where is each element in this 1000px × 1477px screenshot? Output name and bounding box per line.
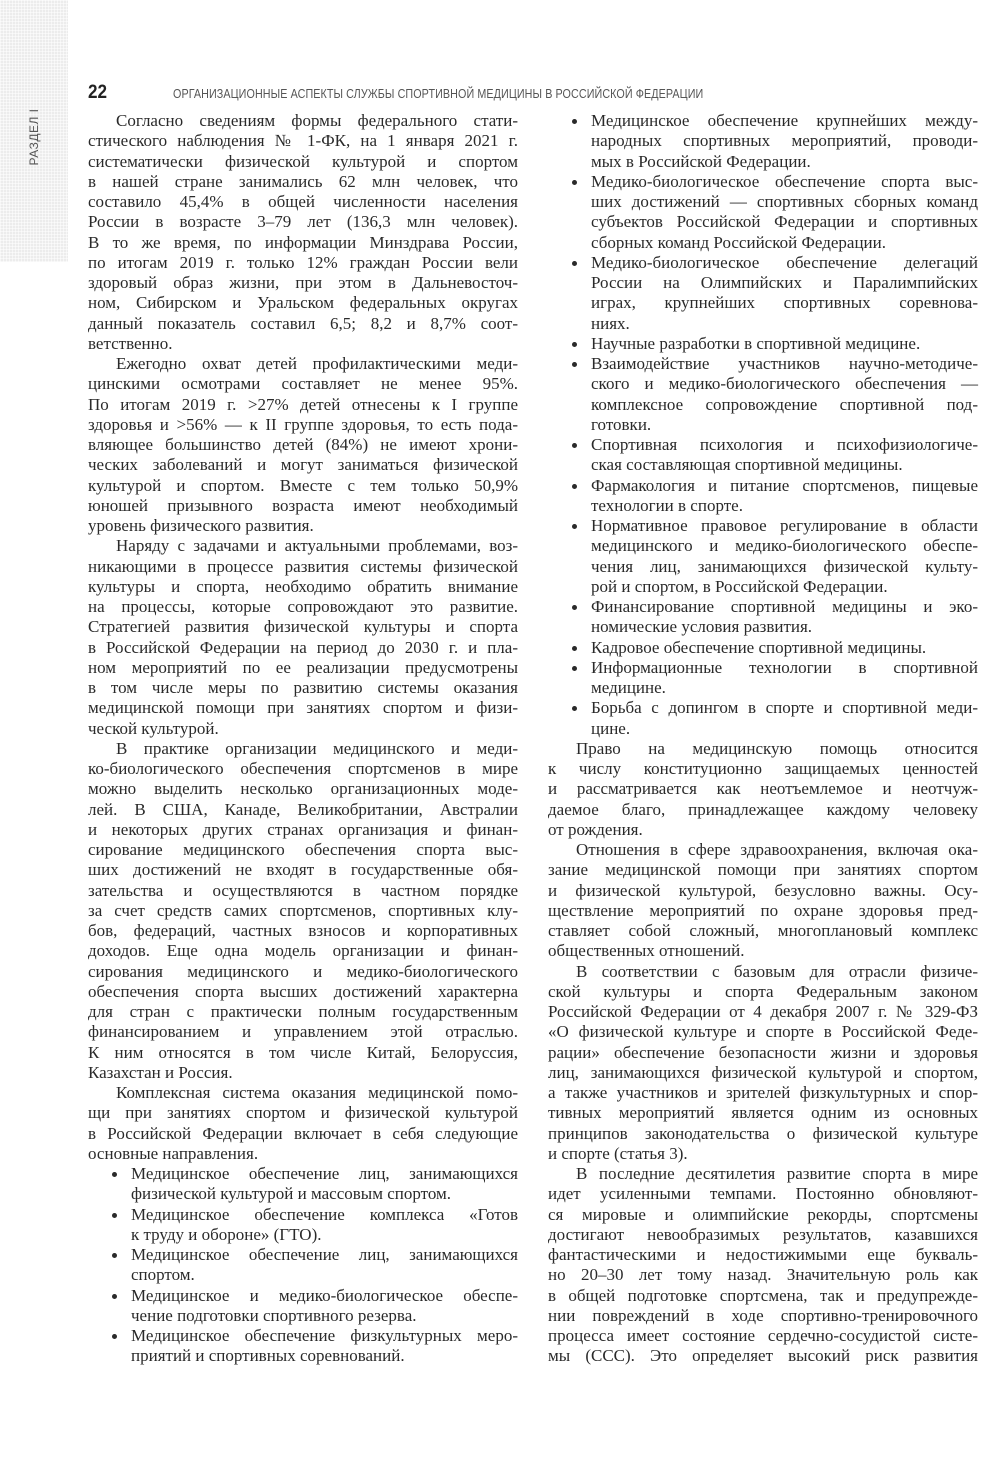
paragraph: [548, 962, 978, 1165]
line-text: ших достижений не входят в государственные обя-: [88, 860, 518, 880]
text-line: [88, 820, 518, 840]
line-text: Право на медицинскую помощь относится: [576, 738, 978, 758]
line-text: Стратегией развития физической культуры и спорта: [88, 617, 518, 637]
text-line: [88, 779, 518, 799]
text-line: [88, 314, 518, 334]
line-text: составило 45,4% в общей численности населения: [88, 192, 518, 211]
bullet-dot-icon: [572, 180, 577, 185]
bullet-item: [548, 597, 978, 638]
line-text: Комплексная система оказания медицинской помо-: [116, 1083, 518, 1102]
text-line: [548, 496, 978, 516]
text-line: [88, 111, 518, 131]
bullet-dot-icon: [572, 261, 577, 266]
text-line: [88, 1225, 518, 1245]
line-text: Медико-биологическое обеспечение делегаций: [591, 252, 978, 272]
bullet-item: [548, 698, 978, 739]
text-line: [548, 901, 978, 921]
text-line: [88, 374, 518, 394]
text-line: [548, 374, 978, 394]
text-line: [88, 253, 518, 273]
line-text: Ежегодно охват детей профилактическими меди-: [116, 354, 518, 373]
bullet-item: [548, 476, 978, 517]
line-text: для стран с практически полным государственным: [88, 1002, 518, 1021]
line-text: в Российской Федерации включает в себя следующие: [88, 1123, 518, 1143]
text-line: [548, 314, 978, 334]
line-text: здоровый образ жизни, при этом в Дальневосточ-: [88, 273, 518, 292]
paragraph: [88, 111, 518, 354]
line-text: в нашей стране занимались 62 млн человек, что: [88, 171, 518, 191]
line-text: Медицинское обеспечение лиц, занимающихся: [131, 1245, 518, 1264]
text-line: [88, 881, 518, 901]
line-text: в том числе меры по развитию системы оказания: [88, 678, 518, 697]
text-line: [548, 577, 978, 597]
line-text: Согласно сведениям формы федерального стати-: [116, 111, 518, 130]
text-line: [548, 435, 978, 455]
text-line: [88, 1022, 518, 1042]
text-line: [548, 1144, 978, 1164]
text-line: [548, 678, 978, 698]
text-line: [88, 1164, 518, 1184]
paragraph: [88, 739, 518, 1083]
text-line: [88, 941, 518, 961]
text-line: [548, 334, 978, 354]
bullet-dot-icon: [572, 524, 577, 529]
line-text: приятий и спортивных соревнований.: [131, 1346, 405, 1366]
line-text: России в возрасте 3–79 лет (136,3 млн человек).: [88, 212, 518, 232]
text-line: [88, 921, 518, 941]
bullet-item: [88, 1164, 518, 1205]
text-line: [548, 233, 978, 253]
paragraph: [88, 536, 518, 739]
line-text: В практике организации медицинского и меди-: [116, 738, 518, 758]
text-line: [548, 1043, 978, 1063]
text-line: [548, 739, 978, 759]
line-text: рой и спортом, в Российской Федерации.: [591, 576, 888, 596]
text-line: [88, 233, 518, 253]
bullet-dot-icon: [572, 706, 577, 711]
line-text: Финансирование спортивной медицины и эко-: [591, 597, 978, 616]
line-text: ческих заболеваний и могут заниматься физической: [88, 455, 518, 475]
line-text: фантастическими и недостижимыми еще букваль-: [548, 1245, 978, 1264]
line-text: сирования медицинского и медико-биологического: [88, 961, 518, 981]
line-text: Нормативное правовое регулирование в области: [591, 516, 978, 535]
text-line: [548, 253, 978, 273]
text-line: [548, 131, 978, 151]
bullet-item: [548, 435, 978, 476]
text-line: [548, 617, 978, 637]
line-text: народных спортивных мероприятий, проводи-: [591, 131, 978, 151]
line-text: медицинского и медико-биологического обеспе-: [591, 536, 978, 556]
line-text: данный показатель составил 6,5; 8,2 и 8,7% соот-: [88, 313, 518, 333]
bullet-dot-icon: [572, 342, 577, 347]
text-line: [88, 962, 518, 982]
text-line: [548, 395, 978, 415]
line-text: сирование медицинского обеспечения спорта выс-: [88, 840, 518, 859]
line-text: ниях.: [591, 313, 630, 333]
text-line: [88, 739, 518, 759]
line-text: субъектов Российской Федерации и спортивных: [591, 212, 978, 232]
bullet-item: [548, 516, 978, 597]
text-line: [548, 638, 978, 658]
line-text: Наряду с задачами и актуальными проблемами, воз-: [116, 536, 518, 556]
line-text: ном, Сибирском и Уральском федеральных округах: [88, 293, 518, 313]
text-line: [88, 354, 518, 374]
paragraph: [88, 354, 518, 536]
line-text: чения лиц, занимающихся физической культу-: [591, 556, 978, 576]
line-text: никающими в процессе развития системы физической: [88, 556, 518, 576]
line-text: культурой и спортом. Вместе с тем только 50,9%: [88, 475, 518, 495]
bullet-item: [88, 1326, 518, 1367]
line-text: процесса имеет состояние сердечно-сосудистой систе-: [548, 1326, 978, 1345]
line-text: юношей призывного возраста имеют необходимый: [88, 495, 518, 515]
line-text: систематически физической культурой и спортом: [88, 151, 518, 171]
text-line: [548, 516, 978, 536]
line-text: лей. В США, Канаде, Великобритании, Австралии: [88, 799, 518, 819]
text-line: [88, 455, 518, 475]
text-line: [88, 1103, 518, 1123]
text-line: [88, 1346, 518, 1366]
line-text: можно выделить несколько организационных моде-: [88, 779, 518, 799]
text-line: [88, 192, 518, 212]
bullet-item: [88, 1245, 518, 1286]
line-text: Спортивная психология и психофизиологиче-: [591, 435, 978, 454]
text-line: [88, 293, 518, 313]
text-line: [88, 658, 518, 678]
text-line: [88, 172, 518, 192]
line-text: мых в Российской Федерации.: [591, 151, 811, 171]
bullet-dot-icon: [112, 1334, 117, 1339]
paragraph: [548, 840, 978, 962]
text-line: [88, 212, 518, 232]
text-line: [548, 1225, 978, 1245]
line-text: в Российской Федерации на период до 2030 г. и пла-: [88, 637, 518, 657]
text-line: [88, 1002, 518, 1022]
text-line: [548, 455, 978, 475]
text-line: [548, 820, 978, 840]
line-text: Медицинское обеспечение лиц, занимающихся: [131, 1164, 518, 1183]
line-text: номические условия развития.: [591, 617, 813, 637]
line-text: зательства и осуществляются в частном порядке: [88, 880, 518, 900]
line-text: ших достижений — спортивных сборных команд: [591, 192, 978, 211]
line-text: В соответствии с базовым для отрасли физиче-: [576, 961, 978, 981]
line-text: ческой культурой.: [88, 718, 219, 738]
line-text: лиц, занимающихся физической культурой и спортом,: [548, 1062, 978, 1082]
bullet-item: [548, 354, 978, 435]
bullet-item: [548, 111, 978, 172]
line-text: но 20–30 лет тому назад. Значительную роль как: [548, 1265, 978, 1285]
line-text: Взаимодействие участников научно-методиче-: [591, 354, 978, 373]
page-number: 22: [88, 82, 108, 103]
bullet-dot-icon: [572, 362, 577, 367]
text-line: [88, 1124, 518, 1144]
text-line: [548, 152, 978, 172]
text-line: [88, 1265, 518, 1285]
right-column: [548, 111, 978, 1367]
text-line: [88, 1063, 518, 1083]
text-line: [88, 901, 518, 921]
line-text: В то же время, по информации Минздрава России,: [88, 232, 518, 252]
text-line: [548, 840, 978, 860]
text-line: [88, 1043, 518, 1063]
bullet-dot-icon: [572, 666, 577, 671]
line-text: доходов. Еще одна модель организации и финан-: [88, 941, 518, 961]
line-text: ской культуры и спорта Федеральным законом: [548, 981, 978, 1001]
line-text: России на Олимпийских и Паралимпийских: [591, 273, 978, 292]
bullet-item: [88, 1205, 518, 1246]
line-text: нии повреждений в ходе спортивно-тренировочного: [548, 1305, 978, 1325]
line-text: цине.: [591, 718, 631, 738]
bullet-dot-icon: [112, 1172, 117, 1177]
text-line: [548, 476, 978, 496]
line-text: ветственно.: [88, 333, 173, 353]
line-text: и спорте (статья 3).: [548, 1143, 688, 1163]
line-text: на процессы, которые сопровождают это развитие.: [88, 597, 518, 616]
line-text: бов, федераций, частных взносов и корпоративных: [88, 921, 518, 940]
text-line: [548, 536, 978, 556]
bullet-item: [548, 253, 978, 334]
line-text: По итогам 2019 г. >27% детей отнесены к I группе: [88, 394, 518, 414]
bullet-dot-icon: [112, 1294, 117, 1299]
line-text: ном мероприятий по ее реализации предусмотрены: [88, 657, 518, 677]
text-line: [548, 1346, 978, 1366]
text-line: [548, 921, 978, 941]
text-line: [88, 334, 518, 354]
line-text: В последние десятилетия развитие спорта в мире: [576, 1164, 978, 1183]
text-line: [548, 1326, 978, 1346]
text-line: [548, 557, 978, 577]
text-line: [548, 860, 978, 880]
text-line: [548, 293, 978, 313]
text-line: [88, 476, 518, 496]
line-text: щи при занятиях спортом и физической культурой: [88, 1103, 518, 1123]
text-line: [88, 638, 518, 658]
line-text: обеспечения спорта высших достижений характерна: [88, 981, 518, 1001]
bullet-dot-icon: [572, 443, 577, 448]
line-text: ская составляющая спортивной медицины.: [591, 455, 903, 475]
line-text: зание медицинской помощи при занятиях спортом: [548, 860, 978, 880]
text-line: [88, 435, 518, 455]
text-line: [548, 1265, 978, 1285]
text-line: [88, 273, 518, 293]
bullet-item: [548, 638, 978, 658]
line-text: здоровья и >56% — к II группе здоровья, то есть пода-: [88, 414, 518, 434]
line-text: и физической культурой, безусловно важны. Осу-: [548, 880, 978, 900]
text-line: [88, 395, 518, 415]
line-text: Медико-биологическое обеспечение спорта выс-: [591, 171, 978, 191]
text-line: [548, 1002, 978, 1022]
text-line: [88, 617, 518, 637]
line-text: тивных мероприятий является одним из основных: [548, 1103, 978, 1123]
text-line: [88, 759, 518, 779]
text-line: [548, 1184, 978, 1204]
line-text: Медицинское обеспечение крупнейших между-: [591, 111, 978, 130]
line-text: мы (ССС). Это определяет высокий риск развития: [548, 1346, 978, 1366]
line-text: и некоторых других странах организация и финан-: [88, 819, 518, 839]
line-text: физической культурой и массовым спортом.: [131, 1184, 452, 1204]
line-text: Фармакология и питание спортсменов, пищевые: [591, 475, 978, 495]
line-text: финансированием и управлением этой отраслью.: [88, 1022, 518, 1042]
text-line: [88, 719, 518, 739]
line-text: К ним относятся в том числе Китай, Белоруссия,: [88, 1042, 518, 1062]
line-text: технологии в спорте.: [591, 495, 743, 515]
text-line: [548, 982, 978, 1002]
line-text: играх, крупнейших спортивных соревнова-: [591, 293, 978, 313]
line-text: уровень физического развития.: [88, 516, 314, 535]
text-line: [88, 1184, 518, 1204]
running-header: [88, 82, 980, 106]
line-text: по итогам 2019 г. только 12% граждан России вели: [88, 252, 518, 272]
section-label: РАЗДЕЛ I: [27, 108, 41, 166]
line-text: чение подготовки спортивного резерва.: [131, 1305, 417, 1325]
line-text: ществление мероприятий по охране здоровья пред-: [548, 900, 978, 920]
line-text: стического наблюдения № 1-ФК, на 1 января 2021 г.: [88, 131, 518, 151]
text-line: [548, 698, 978, 718]
bullet-dot-icon: [572, 119, 577, 124]
line-text: Научные разработки в спортивной медицине.: [591, 333, 921, 353]
text-line: [88, 415, 518, 435]
text-line: [548, 172, 978, 192]
line-text: в общей подготовке спортсмена, так и предупрежде-: [548, 1285, 978, 1305]
section-side-strip: [0, 0, 68, 262]
line-text: готовки.: [591, 414, 652, 434]
line-text: ся мировые и олимпийские рекорды, спортсмены: [548, 1204, 978, 1224]
text-line: [88, 597, 518, 617]
text-line: [88, 557, 518, 577]
text-line: [548, 1124, 978, 1144]
line-text: от рождения.: [548, 819, 643, 839]
text-line: [88, 800, 518, 820]
bullet-item: [548, 334, 978, 354]
bullet-dot-icon: [112, 1253, 117, 1258]
text-line: [88, 496, 518, 516]
line-text: Российской Федерации от 4 декабря 2007 г. № 329-ФЗ: [548, 1002, 978, 1021]
text-line: [548, 273, 978, 293]
bullet-dot-icon: [572, 605, 577, 610]
text-line: [88, 840, 518, 860]
text-line: [88, 1144, 518, 1164]
paragraph: [548, 739, 978, 840]
line-text: основные направления.: [88, 1143, 259, 1163]
text-line: [88, 698, 518, 718]
text-line: [548, 354, 978, 374]
line-text: Отношения в сфере здравоохранения, включая ока-: [576, 840, 978, 859]
text-line: [88, 536, 518, 556]
bullet-item: [88, 1286, 518, 1327]
bullet-dot-icon: [572, 646, 577, 651]
text-line: [88, 1326, 518, 1346]
text-line: [548, 719, 978, 739]
text-line: [548, 597, 978, 617]
line-text: Медицинское обеспечение комплекса «Готов: [131, 1204, 518, 1224]
text-line: [548, 1083, 978, 1103]
bullet-dot-icon: [572, 484, 577, 489]
text-line: [548, 658, 978, 678]
text-line: [88, 131, 518, 151]
paragraph: [88, 1083, 518, 1164]
text-line: [548, 941, 978, 961]
running-title: ОРГАНИЗАЦИОННЫЕ АСПЕКТЫ СЛУЖБЫ СПОРТИВНОЙ МЕДИЦИНЫ В РОССИЙСКОЙ ФЕДЕРАЦИИ: [173, 87, 704, 101]
left-column: [88, 111, 518, 1367]
text-line: [548, 415, 978, 435]
text-line: [548, 779, 978, 799]
line-text: даемое благо, принадлежащее каждому человеку: [548, 799, 978, 819]
text-line: [548, 1164, 978, 1184]
line-text: достигают невообразимых результатов, казавшихся: [548, 1224, 978, 1244]
text-line: [548, 192, 978, 212]
line-text: цинскими осмотрами составляет не менее 95%.: [88, 374, 518, 394]
text-line: [548, 1022, 978, 1042]
text-line: [548, 212, 978, 232]
line-text: ставляет собой сложный, многоплановый комплекс: [548, 921, 978, 940]
text-line: [88, 577, 518, 597]
line-text: Борьба с допингом в спорте и спортивной меди-: [591, 698, 978, 718]
line-text: к числу конституционно защищаемых ценностей: [548, 759, 978, 778]
line-text: сборных команд Российской Федерации.: [591, 232, 886, 252]
line-text: к труду и обороне» (ГТО).: [131, 1224, 322, 1244]
line-text: «О физической культуре и спорте в Российской Феде-: [548, 1022, 978, 1042]
text-line: [88, 1306, 518, 1326]
text-line: [548, 881, 978, 901]
text-line: [548, 1103, 978, 1123]
line-text: Медицинское и медико-биологическое обеспе-: [131, 1285, 518, 1305]
line-text: идет усиленными темпами. Постоянно обновляют-: [548, 1184, 978, 1204]
paragraph: [548, 1164, 978, 1367]
text-line: [88, 1245, 518, 1265]
line-text: а также участников и зрителей физкультурных и спор-: [548, 1083, 978, 1102]
line-text: ского и медико-биологического обеспечения —: [591, 374, 978, 394]
line-text: культуры и спорта, необходимо обратить внимание: [88, 576, 518, 596]
line-text: за счет средств самих спортсменов, спортивных клу-: [88, 900, 518, 920]
text-line: [88, 1286, 518, 1306]
bullet-dot-icon: [112, 1213, 117, 1218]
text-line: [548, 111, 978, 131]
line-text: спортом.: [131, 1265, 195, 1285]
line-text: комплексное сопровождение спортивной под-: [591, 394, 978, 414]
text-line: [88, 152, 518, 172]
line-text: Кадровое обеспечение спортивной медицины.: [591, 637, 927, 657]
text-line: [548, 1306, 978, 1326]
text-line: [88, 1205, 518, 1225]
text-line: [88, 1083, 518, 1103]
text-line: [548, 1245, 978, 1265]
line-text: ко-биологического обеспечения спортсменов в мире: [88, 759, 518, 778]
text-line: [88, 860, 518, 880]
bullet-item: [548, 658, 978, 699]
text-line: [88, 516, 518, 536]
line-text: рации» обеспечение безопасности жизни и здоровья: [548, 1042, 978, 1062]
line-text: вляющее большинство детей (84%) не имеют хрони-: [88, 435, 518, 454]
line-text: принципов законодательства о физической культуре: [548, 1123, 978, 1143]
line-text: медицинской помощи при занятиях спортом и физи-: [88, 698, 518, 718]
line-text: и рассматривается как неотъемлемое и неотчуж-: [548, 779, 978, 799]
line-text: Информационные технологии в спортивной: [591, 657, 978, 677]
text-line: [548, 1286, 978, 1306]
line-text: Медицинское обеспечение физкультурных меро-: [131, 1326, 518, 1345]
text-line: [548, 962, 978, 982]
text-line: [548, 800, 978, 820]
bullet-item: [548, 172, 978, 253]
text-line: [548, 759, 978, 779]
line-text: общественных отношений.: [548, 941, 745, 961]
line-text: Казахстан и Россия.: [88, 1062, 233, 1082]
text-line: [88, 678, 518, 698]
text-line: [548, 1205, 978, 1225]
line-text: медицине.: [591, 678, 666, 697]
text-line: [88, 982, 518, 1002]
text-line: [548, 1063, 978, 1083]
